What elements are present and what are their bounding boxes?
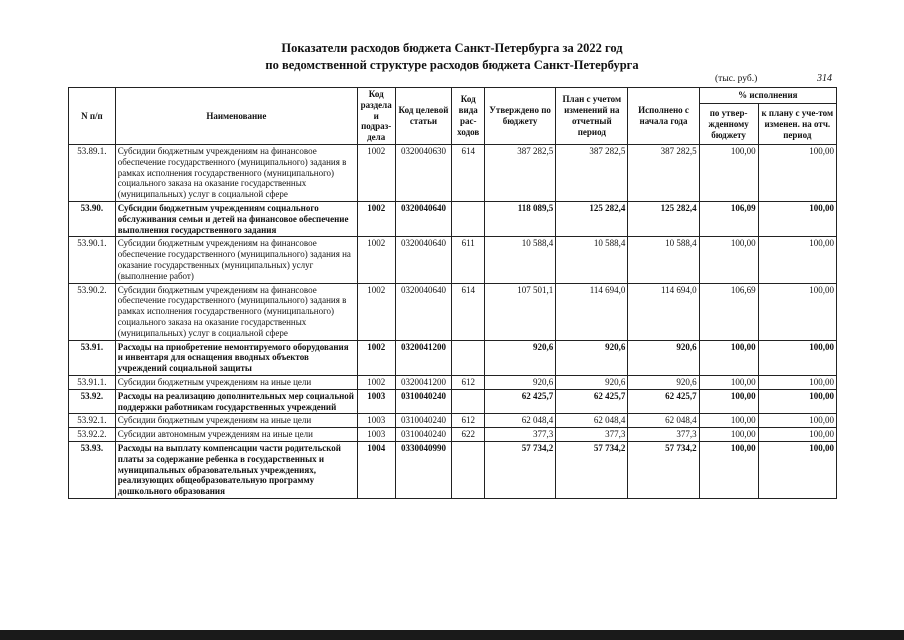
- row-plan: 114 694,0: [556, 283, 628, 340]
- row-number: 53.90.1.: [69, 237, 116, 283]
- row-executed: 57 734,2: [628, 441, 699, 498]
- row-approved: 920,6: [485, 375, 556, 389]
- row-section-code: 1002: [357, 144, 395, 201]
- header-target-code: Код целевой статьи: [395, 88, 452, 145]
- header-pct-plan: к плану с уче-том изменен. на отч. период: [758, 104, 836, 145]
- row-number: 53.90.: [69, 201, 116, 236]
- row-pct-approved: 100,00: [699, 237, 758, 283]
- scan-edge: [0, 630, 904, 640]
- table-row: [69, 389, 837, 414]
- row-plan: 62 425,7: [556, 389, 628, 414]
- row-number: 53.90.2.: [69, 283, 116, 340]
- row-number: 53.92.1.: [69, 414, 116, 428]
- row-section-code: 1003: [357, 389, 395, 414]
- row-target-code: 0310040240: [395, 428, 452, 442]
- row-pct-plan: 100,00: [758, 389, 836, 414]
- row-plan: 10 588,4: [556, 237, 628, 283]
- row-kind-code: [452, 389, 485, 414]
- header-name: Наименование: [115, 88, 357, 145]
- row-pct-plan: 100,00: [758, 201, 836, 236]
- table-row: [69, 340, 837, 375]
- header-pct-group: % исполнения: [699, 88, 836, 104]
- row-executed: 125 282,4: [628, 201, 699, 236]
- row-number: 53.91.1.: [69, 375, 116, 389]
- row-executed: 114 694,0: [628, 283, 699, 340]
- table-row: [69, 375, 837, 389]
- row-pct-plan: 100,00: [758, 375, 836, 389]
- row-name: Субсидии бюджетным учреждениям на иные цели: [115, 414, 357, 428]
- row-pct-plan: 100,00: [758, 144, 836, 201]
- header-kind-code: Код вида рас-ходов: [452, 88, 485, 145]
- row-plan: 377,3: [556, 428, 628, 442]
- expenditure-table: [68, 87, 837, 499]
- row-name: Расходы на реализацию дополнительных мер социальной поддержки работникам государственных учреждений: [115, 389, 357, 414]
- row-approved: 10 588,4: [485, 237, 556, 283]
- table-row: [69, 428, 837, 442]
- row-section-code: 1002: [357, 283, 395, 340]
- row-executed: 62 425,7: [628, 389, 699, 414]
- row-section-code: 1002: [357, 375, 395, 389]
- row-section-code: 1003: [357, 414, 395, 428]
- row-target-code: 0320040640: [395, 201, 452, 236]
- row-pct-approved: 100,00: [699, 375, 758, 389]
- row-kind-code: 614: [452, 144, 485, 201]
- row-executed: 10 588,4: [628, 237, 699, 283]
- row-executed: 920,6: [628, 375, 699, 389]
- row-pct-approved: 100,00: [699, 340, 758, 375]
- row-number: 53.92.2.: [69, 428, 116, 442]
- row-kind-code: 612: [452, 414, 485, 428]
- header-approved: Утверждено по бюджету: [485, 88, 556, 145]
- row-pct-approved: 106,09: [699, 201, 758, 236]
- table-row: [69, 283, 837, 340]
- header-plan: План с учетом изменений на отчетный период: [556, 88, 628, 145]
- row-pct-plan: 100,00: [758, 283, 836, 340]
- row-pct-approved: 106,69: [699, 283, 758, 340]
- report-title-line1: Показатели расходов бюджета Санкт-Петербурга за 2022 год: [281, 41, 623, 55]
- row-approved: 62 048,4: [485, 414, 556, 428]
- row-section-code: 1003: [357, 428, 395, 442]
- row-name: Субсидии бюджетным учреждениям на финансовое обеспечение государственного (муниципального) задания в рамках исполнения государственного (муниципального) социального заказа на оказание государственных (муниципальных) услуг в социальной сфере: [115, 144, 357, 201]
- row-kind-code: 611: [452, 237, 485, 283]
- header-executed: Исполнено с начала года: [628, 88, 699, 145]
- row-approved: 57 734,2: [485, 441, 556, 498]
- table-row: [69, 441, 837, 498]
- row-pct-plan: 100,00: [758, 237, 836, 283]
- row-approved: 377,3: [485, 428, 556, 442]
- row-kind-code: 614: [452, 283, 485, 340]
- row-target-code: 0330040990: [395, 441, 452, 498]
- row-section-code: 1002: [357, 237, 395, 283]
- row-section-code: 1002: [357, 340, 395, 375]
- row-plan: 387 282,5: [556, 144, 628, 201]
- table-row: [69, 414, 837, 428]
- table-body: [69, 144, 837, 498]
- row-approved: 107 501,1: [485, 283, 556, 340]
- row-number: 53.93.: [69, 441, 116, 498]
- row-target-code: 0310040240: [395, 389, 452, 414]
- row-plan: 62 048,4: [556, 414, 628, 428]
- row-target-code: 0320040640: [395, 283, 452, 340]
- row-section-code: 1002: [357, 201, 395, 236]
- row-plan: 920,6: [556, 375, 628, 389]
- row-kind-code: 612: [452, 375, 485, 389]
- row-executed: 387 282,5: [628, 144, 699, 201]
- row-name: Субсидии автономным учреждениям на иные цели: [115, 428, 357, 442]
- row-name: Расходы на приобретение немонтируемого оборудования и инвентаря для оснащения вводных объектов учреждений социальной защиты: [115, 340, 357, 375]
- row-executed: 920,6: [628, 340, 699, 375]
- row-kind-code: [452, 340, 485, 375]
- row-plan: 920,6: [556, 340, 628, 375]
- row-executed: 377,3: [628, 428, 699, 442]
- row-pct-approved: 100,00: [699, 428, 758, 442]
- table-row: [69, 237, 837, 283]
- row-target-code: 0320041200: [395, 340, 452, 375]
- row-approved: 62 425,7: [485, 389, 556, 414]
- row-name: Субсидии бюджетным учреждениям социального обслуживания семьи и детей на финансовое обеспечение выполнения государственного задания: [115, 201, 357, 236]
- row-pct-plan: 100,00: [758, 340, 836, 375]
- row-approved: 118 089,5: [485, 201, 556, 236]
- row-approved: 920,6: [485, 340, 556, 375]
- row-number: 53.89.1.: [69, 144, 116, 201]
- row-section-code: 1004: [357, 441, 395, 498]
- row-target-code: 0320040630: [395, 144, 452, 201]
- header-num: N п/п: [69, 88, 116, 145]
- row-name: Субсидии бюджетным учреждениям на финансовое обеспечение государственного (муниципального) задания на оказание государственных (муниципальных) услуг (выполнение работ): [115, 237, 357, 283]
- row-pct-plan: 100,00: [758, 414, 836, 428]
- row-approved: 387 282,5: [485, 144, 556, 201]
- row-target-code: 0320041200: [395, 375, 452, 389]
- units-label: (тыс. руб.): [715, 74, 758, 84]
- row-kind-code: [452, 201, 485, 236]
- row-pct-approved: 100,00: [699, 414, 758, 428]
- row-pct-plan: 100,00: [758, 428, 836, 442]
- row-number: 53.92.: [69, 389, 116, 414]
- row-pct-approved: 100,00: [699, 144, 758, 201]
- row-target-code: 0320040640: [395, 237, 452, 283]
- row-target-code: 0310040240: [395, 414, 452, 428]
- row-name: Субсидии бюджетным учреждениям на иные цели: [115, 375, 357, 389]
- row-kind-code: [452, 441, 485, 498]
- row-pct-plan: 100,00: [758, 441, 836, 498]
- table-row: [69, 144, 837, 201]
- row-name: Расходы на выплату компенсации части родительской платы за содержание ребенка в государственных и муниципальных образовательных учреждениях, реализующих общеобразовательную программу дошкольного образования: [115, 441, 357, 498]
- row-plan: 57 734,2: [556, 441, 628, 498]
- row-executed: 62 048,4: [628, 414, 699, 428]
- row-kind-code: 622: [452, 428, 485, 442]
- row-name: Субсидии бюджетным учреждениям на финансовое обеспечение государственного (муниципального) задания в рамках исполнения государственного (муниципального) социального заказа на оказание государственных (муниципальных) услуг в социальной сфере: [115, 283, 357, 340]
- row-pct-approved: 100,00: [699, 389, 758, 414]
- report-title-line2: по ведомственной структуре расходов бюджета Санкт-Петербурга: [265, 58, 639, 72]
- row-number: 53.91.: [69, 340, 116, 375]
- header-pct-approved: по утвер-жденному бюджету: [699, 104, 758, 145]
- page-number: 314: [817, 73, 832, 84]
- header-section-code: Код раздела и подраз-дела: [357, 88, 395, 145]
- row-pct-approved: 100,00: [699, 441, 758, 498]
- row-plan: 125 282,4: [556, 201, 628, 236]
- table-row: [69, 201, 837, 236]
